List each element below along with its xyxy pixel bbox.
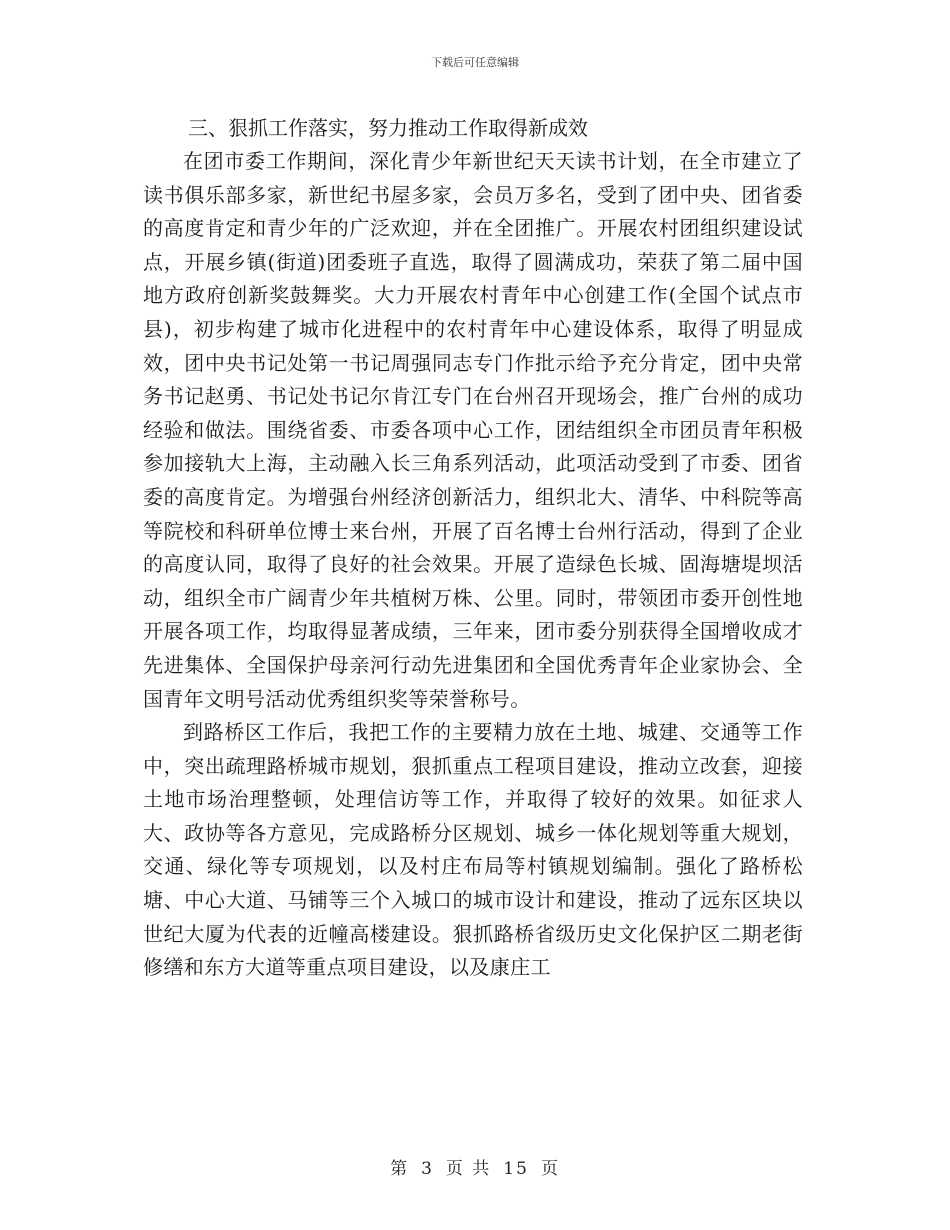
footer-middle: 页 共 bbox=[445, 1159, 492, 1179]
section-heading: 三、狠抓工作落实，努力推动工作取得新成效 bbox=[188, 116, 588, 140]
document-body bbox=[143, 112, 803, 985]
page-footer bbox=[0, 1154, 950, 1179]
footer-page-number: 3 bbox=[421, 1159, 434, 1179]
footer-total-pages: 15 bbox=[503, 1159, 529, 1179]
paragraph-1: 在团市委工作期间，深化青少年新世纪天天读书计划，在全市建立了读书俱乐部多家，新世纪书屋多家，会员万多名，受到了团中央、团省委的高度肯定和青少年的广泛欢迎，并在全团推广。开展农村团组织建设试点，开展乡镇(街道)团委班子直选，取得了圆满成功，荣获了第二届中国地方政府创新奖鼓舞奖。大力开展农村青年中心创建工作(全国个试点市县)，初步构建了城市化进程中的农村青年中心建设体系，取得了明显成效，团中央书记处第一书记周强同志专门作批示给予充分肯定，团中央常务书记赵勇、书记处书记尔肯江专门在台州召开现场会，推广台州的成功经验和做法。围绕省委、市委各项中心工作，团结组织全市团员青年积极参加接轨大上海，主动融入长三角系列活动，此项活动受到了市委、团省委的高度肯定。为增强台州经济创新活力，组织北大、清华、中科院等高等院校和科研单位博士来台州，开展了百名博士台州行活动，得到了企业的高度认同，取得了良好的社会效果。开展了造绿色长城、固海塘堤坝活动，组织全市广阔青少年共植树万株、公里。同时，带领团市委开创性地开展各项工作，均取得显著成绩，三年来，团市委分别获得全国增收成才先进集体、全国保护母亲河行动先进集团和全国优秀青年企业家协会、全国青年文明号活动优秀组织奖等荣誉称号。 bbox=[143, 149, 803, 711]
footer-suffix: 页 bbox=[540, 1159, 560, 1179]
footer-prefix: 第 bbox=[390, 1159, 410, 1179]
paragraph-2: 到路桥区工作后，我把工作的主要精力放在土地、城建、交通等工作中，突出疏理路桥城市规划，狠抓重点工程项目建设，推动立改套，迎接土地市场治理整顿，处理信访等工作，并取得了较好的效果。如征求人大、政协等各方意见，完成路桥分区规划、城乡一体化规划等重大规划，交通、绿化等专项规划，以及村庄布局等村镇规划编制。强化了路桥松塘、中心大道、马铺等三个入城口的城市设计和建设，推动了远东区块以世纪大厦为代表的近幢高楼建设。狠抓路桥省级历史文化保护区二期老街修缮和东方大道等重点项目建设，以及康庄工 bbox=[143, 720, 803, 980]
page-header: 下载后可任意编辑 bbox=[431, 56, 519, 69]
